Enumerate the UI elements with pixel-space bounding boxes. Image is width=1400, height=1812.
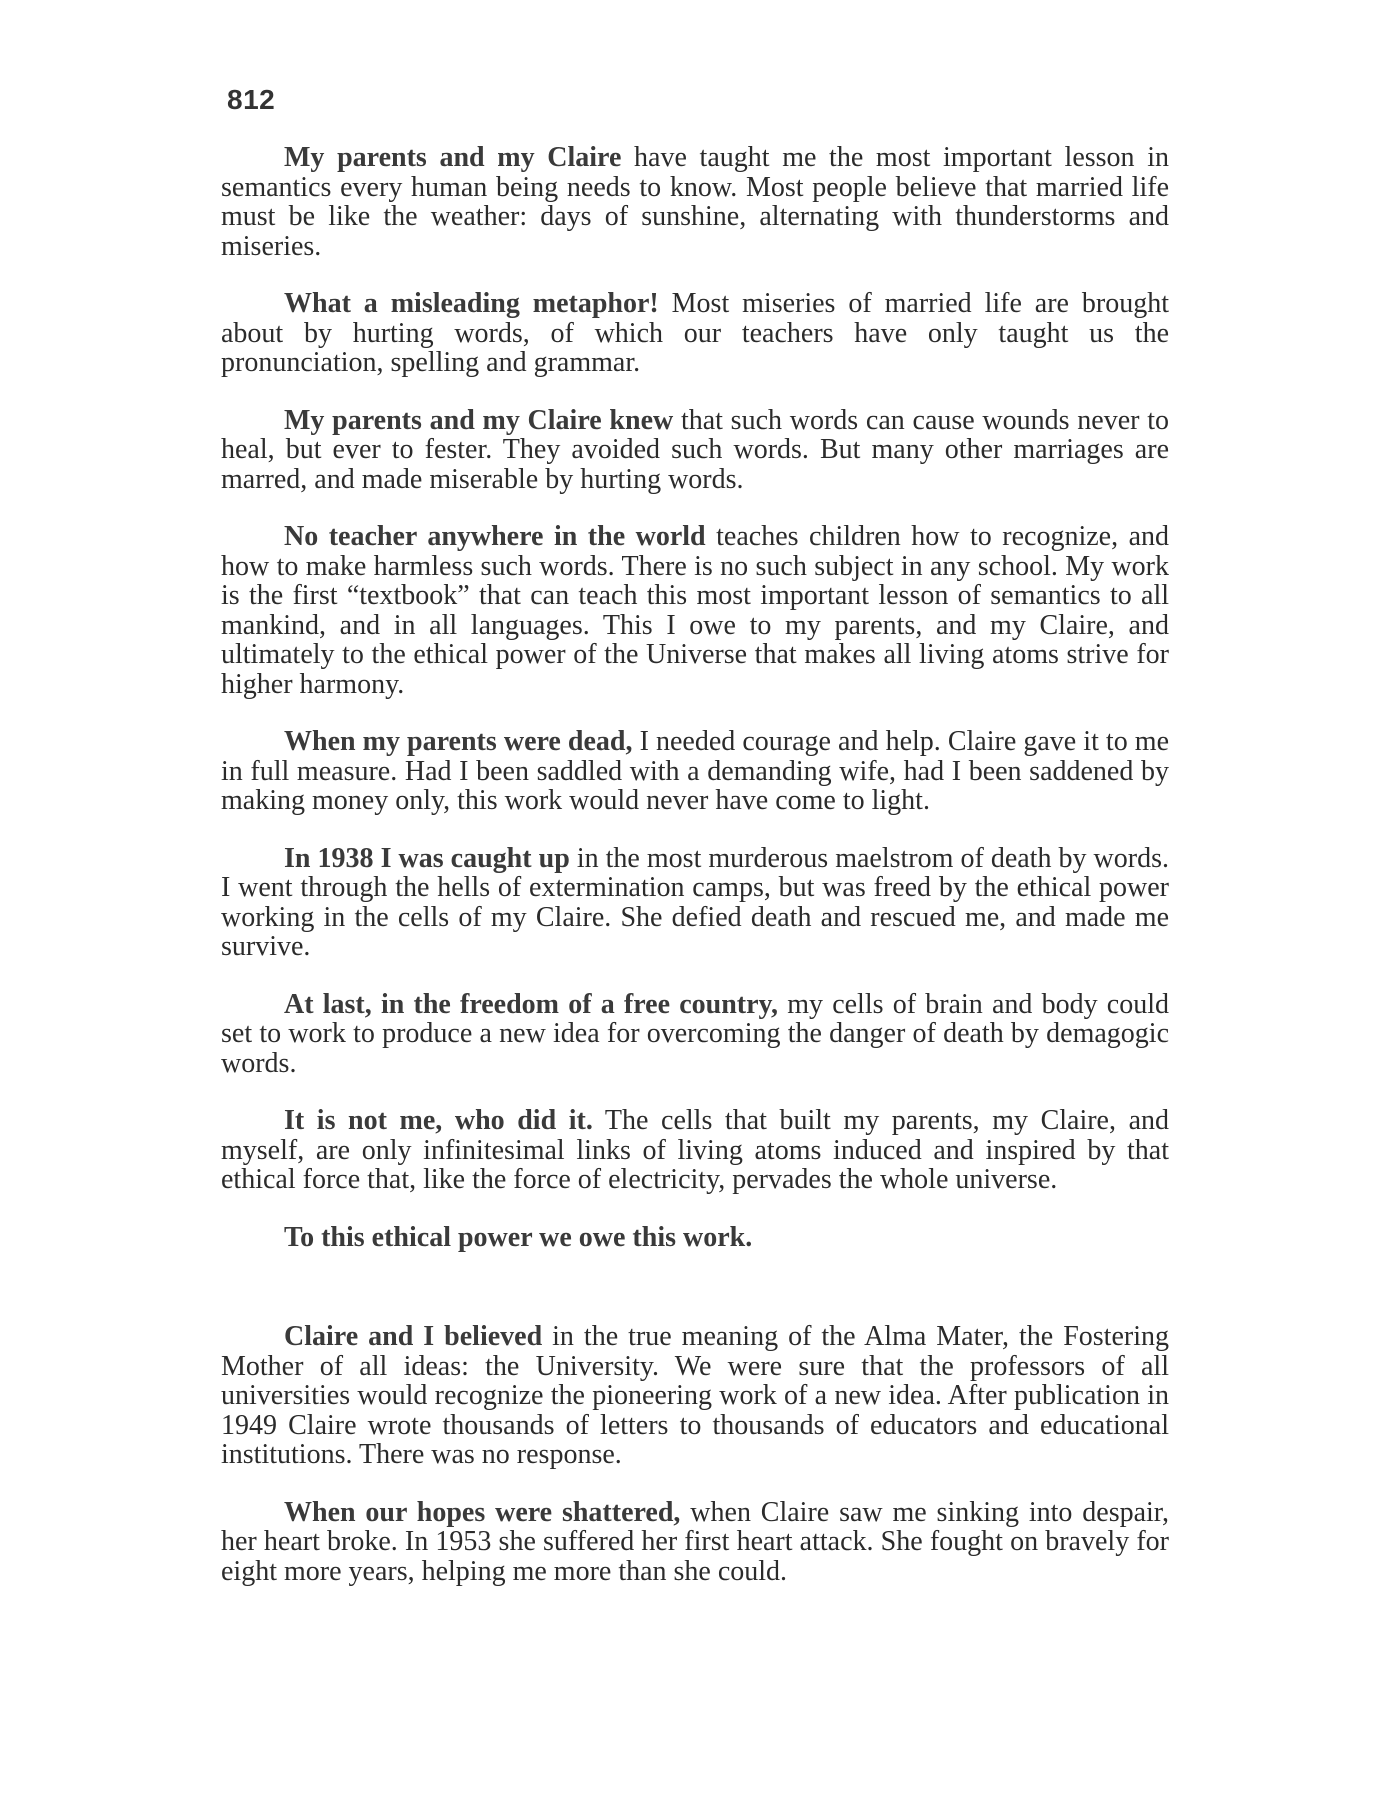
paragraph-lead: When our hopes were shattered, [284, 1496, 681, 1528]
paragraph-lead: In 1938 I was caught up [284, 842, 570, 874]
paragraph [221, 522, 1169, 699]
paragraph-text: my cells of brain and body could set to work to produce a new idea for overcoming the danger of death by demagogic words. [221, 988, 1169, 1079]
paragraph [221, 1106, 1169, 1195]
paragraph-lead: When my parents were dead, [284, 726, 633, 757]
paragraph-lead: My parents and my Claire knew [284, 404, 674, 436]
paragraph-text: when Claire saw me sinking into despair, her heart broke. In 1953 she suffered her first heart attack. She fought on bravely for eight more years, helping me more than she could. [221, 1496, 1170, 1587]
paragraph [221, 289, 1169, 378]
paragraph-text: have taught me the most important lesson in semantics every human being needs to know. Most people believe that married life must be like the weather: days of sunshine, alternating with thunderstorms and miseries. [221, 142, 1169, 262]
paragraph-lead: At last, in the freedom of a free country, [284, 988, 779, 1020]
paragraph-lead: My parents and my Claire [284, 142, 622, 173]
paragraph-lead: To this ethical power we owe this work. [284, 1221, 753, 1253]
paragraph-text: I needed courage and help. Claire gave it to me in full measure. Had I been saddled with a demanding wife, had I been saddened by making money only, this work would never have come to light. [221, 726, 1169, 816]
paragraph-text: Most miseries of married life are brought about by hurting words, of which our teachers have only taught us the pronunciation, spelling and grammar. [221, 288, 1170, 378]
paragraph [221, 1322, 1169, 1470]
paragraph [221, 143, 1169, 261]
closing-statement [221, 1223, 1169, 1253]
paragraph-text: teaches children how to recognize, and how to make harmless such words. There is no such subject in any school. My work is the first “textbook” that can teach this most important lesson of semantics to all mankind, and in all languages. This I owe to my parents, and my Claire, and ultimately to the ethical power of the Universe that makes all living atoms strive for higher harmony. [221, 521, 1169, 700]
paragraph-text: in the most murderous maelstrom of death by words. I went through the hells of extermination camps, but was freed by the ethical power working in the cells of my Claire. She defied death and rescued me, and made me survive. [221, 842, 1169, 962]
paragraph [221, 406, 1169, 495]
paragraph [221, 727, 1169, 816]
body-text [221, 143, 1169, 1614]
paragraph [221, 990, 1169, 1079]
paragraph-lead: No teacher anywhere in the world [284, 521, 706, 552]
paragraph [221, 844, 1169, 962]
paragraph [221, 1498, 1169, 1587]
paragraph-text: in the true meaning of the Alma Mater, the Fostering Mother of all ideas: the University. We were sure that the professors of all universities would recognize the pioneering work of a new idea. After publication in 1949 Claire wrote thousands of letters to thousands of educators and educational institutions. There was no response. [221, 1321, 1169, 1470]
paragraph-lead: What a misleading metaphor! [284, 288, 659, 319]
paragraph-text: that such words can cause wounds never to heal, but ever to fester. They avoided such words. But many other marriages are marred, and made miserable by hurting words. [221, 404, 1169, 495]
paragraph-lead: It is not me, who did it. [284, 1105, 593, 1136]
page-number: 812 [227, 84, 276, 115]
paragraph-lead: Claire and I believed [284, 1321, 543, 1352]
paragraph-text: The cells that built my parents, my Claire, and myself, are only infinitesimal links of living atoms induced and inspired by that ethical force that, like the force of electricity, pervades the whole universe. [221, 1105, 1169, 1195]
